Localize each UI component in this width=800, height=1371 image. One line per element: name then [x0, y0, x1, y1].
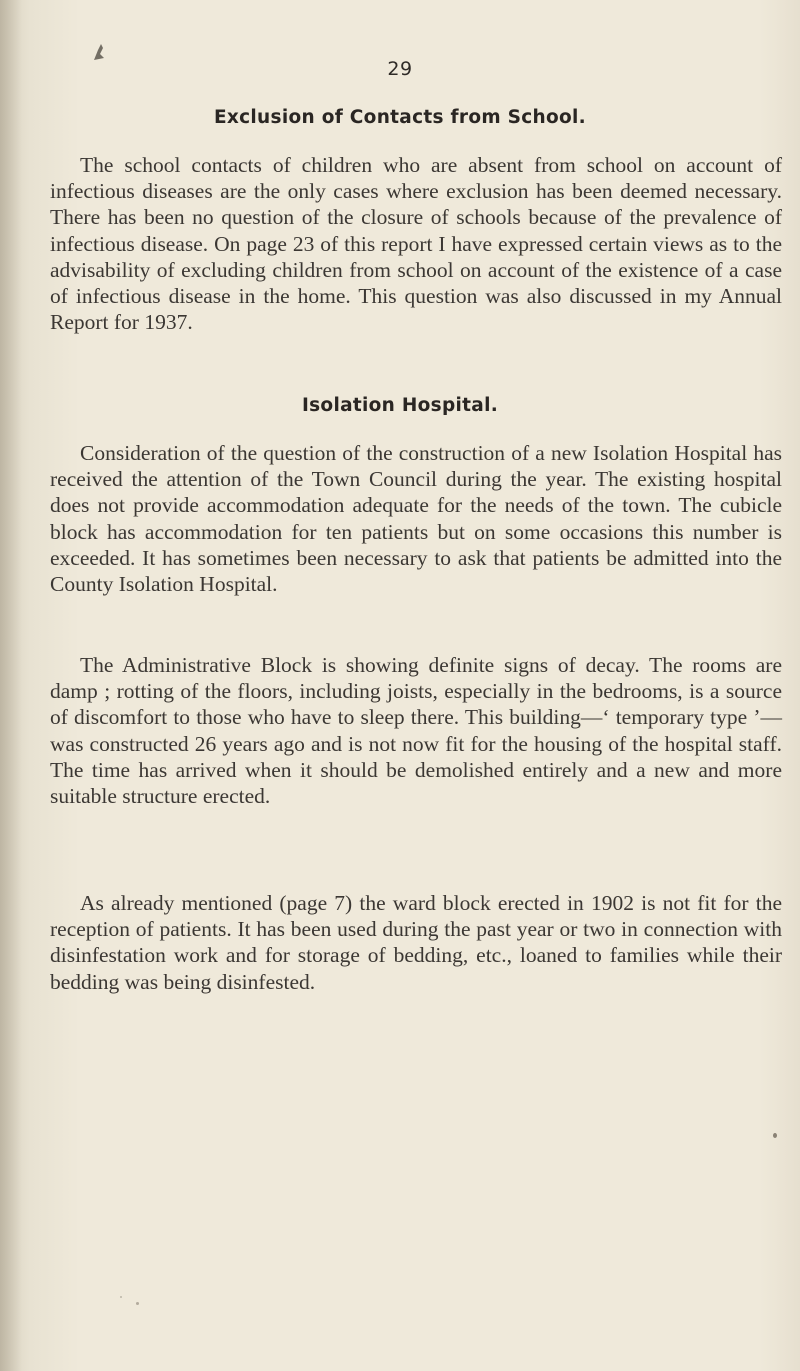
paper-speck [120, 1296, 122, 1298]
paragraph-administrative-block: The Administrative Block is showing definite signs of decay. The rooms are damp ; rotting of the floors, including joists, especially in the bedrooms, is a source of discomfort to those who have to sleep there. This building—‘ temporary type ’—was constructed 26 years ago and is not now fit for the housing of the hospital staff. The time has arrived when it should be demolished entirely and a new and more suitable structure erected. [50, 653, 782, 809]
binding-shadow [0, 0, 22, 1371]
paper-speck [136, 1302, 139, 1305]
paper-speck [773, 1133, 777, 1138]
paragraph-ward-block: As already mentioned (page 7) the ward block erected in 1902 is not fit for the reception of patients. It has been used during the past year or two in connection with disinfestation work and for storage of bedding, etc., loaned to families while their bedding was being disinfested. [50, 891, 782, 994]
section-heading-exclusion: Exclusion of Contacts from School. [213, 107, 586, 128]
paragraph-new-hospital: Consideration of the question of the construction of a new Isolation Hospital has received the attention of the Town Council during the year. The existing hospital does not provide accommodation adequate for the needs of the town. The cubicle block has accommodation for ten patients but on some occasions this number is exceeded. It has sometimes been necessary to ask that patients be admitted into the County Isolation Hospital. [50, 441, 782, 597]
page-number: 29 [387, 58, 413, 80]
section-heading-isolation-hospital: Isolation Hospital. [301, 395, 499, 416]
paragraph-exclusion: The school contacts of children who are absent from school on account of infectious diseases are the only cases where exclusion has been deemed necessary. There has been no question of the closure of schools because of the prevalence of infectious disease. On page 23 of this report I have expressed certain views as to the advisability of excluding children from school on account of the existence of a case of infectious disease in the home. This question was also discussed in my Annual Report for 1937. [50, 153, 782, 335]
